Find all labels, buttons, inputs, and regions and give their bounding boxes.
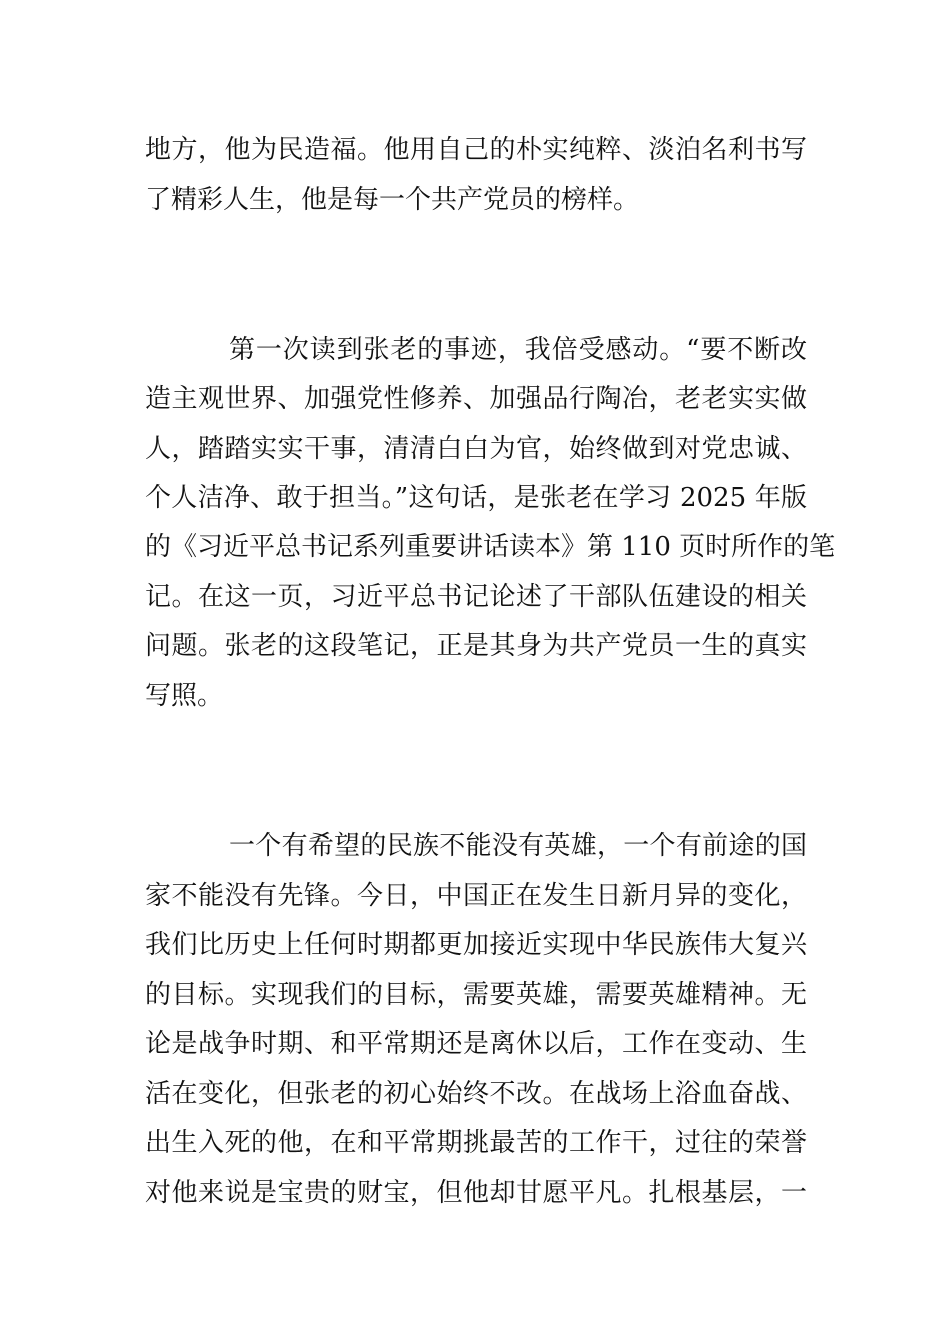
- paragraph-2-line-1: 第一次读到张老的事迹，我倍受感动。“要不断改: [229, 335, 807, 365]
- paragraph-2-line-4: 个人洁净、敢于担当。”这句话，是张老在学习 2025 年版: [145, 483, 807, 513]
- paragraph-2-line-6: 记。在这一页，习近平总书记论述了干部队伍建设的相关: [145, 582, 807, 612]
- paragraph-1-line-1: 地方，他为民造福。他用自己的朴实纯粹、淡泊名利书写: [145, 135, 807, 165]
- paragraph-3-line-2: 家不能没有先锋。今日，中国正在发生日新月异的变化，: [145, 881, 807, 911]
- paragraph-3-line-1: 一个有希望的民族不能没有英雄，一个有前途的国: [229, 831, 807, 861]
- paragraph-2-line-5: 的《习近平总书记系列重要讲话读本》第 110 页时所作的笔: [145, 532, 836, 562]
- paragraph-3-line-7: 出生入死的他，在和平常期挑最苦的工作干，过往的荣誉: [145, 1128, 807, 1158]
- paragraph-3-line-6: 活在变化，但张老的初心始终不改。在战场上浴血奋战、: [145, 1079, 807, 1109]
- paragraph-2-line-7: 问题。张老的这段笔记，正是其身为共产党员一生的真实: [145, 631, 807, 661]
- paragraph-2-line-3: 人，踏踏实实干事，清清白白为官，始终做到对党忠诚、: [145, 434, 807, 464]
- paragraph-3-line-8: 对他来说是宝贵的财宝，但他却甘愿平凡。扎根基层，一: [145, 1178, 807, 1208]
- paragraph-2-line-2: 造主观世界、加强党性修养、加强品行陶冶，老老实实做: [145, 384, 807, 414]
- paragraph-2-line-8: 写照。: [145, 681, 224, 711]
- paragraph-3-line-3: 我们比历史上任何时期都更加接近实现中华民族伟大复兴: [145, 930, 807, 960]
- paragraph-3-line-5: 论是战争时期、和平常期还是离休以后，工作在变动、生: [145, 1029, 807, 1059]
- paragraph-1-line-2: 了精彩人生，他是每一个共产党员的榜样。: [145, 185, 640, 215]
- paragraph-3-line-4: 的目标。实现我们的目标，需要英雄，需要英雄精神。无: [145, 980, 807, 1010]
